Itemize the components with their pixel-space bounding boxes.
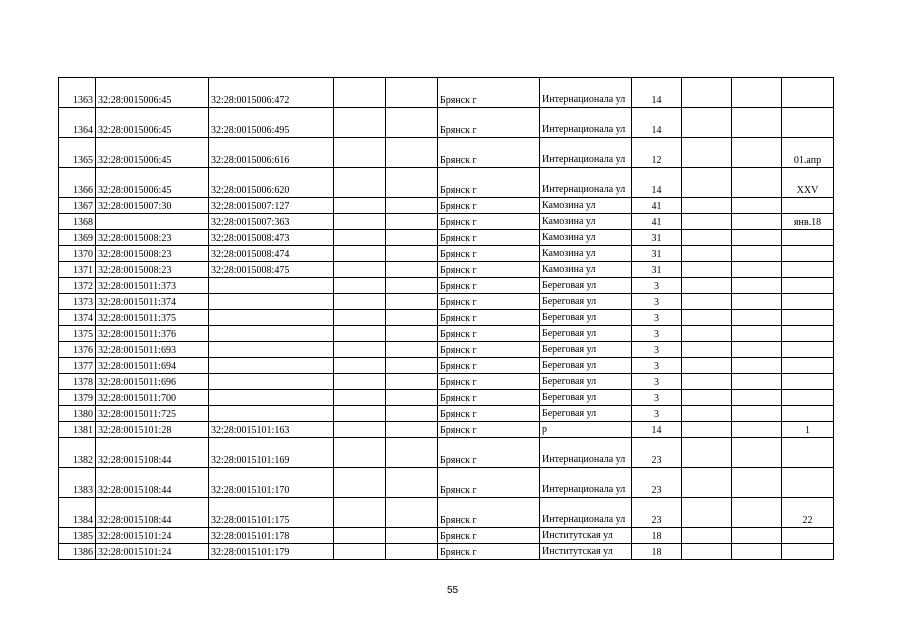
cell-column-9	[682, 262, 732, 278]
cell-column-5	[386, 438, 438, 468]
cell-column-9	[682, 294, 732, 310]
cell-column-4	[334, 422, 386, 438]
cell-object-cadastral-number: 32:28:0015006:616	[209, 138, 334, 168]
cell-column-9	[682, 358, 732, 374]
table-row	[59, 310, 834, 326]
cell-house-number: 31	[632, 262, 682, 278]
cell-street: Береговая ул	[540, 326, 632, 342]
cell-object-cadastral-number	[209, 294, 334, 310]
cell-object-cadastral-number: 32:28:0015101:179	[209, 544, 334, 560]
cell-column-9	[682, 278, 732, 294]
table-row	[59, 498, 834, 528]
cell-object-cadastral-number	[209, 326, 334, 342]
table-row	[59, 246, 834, 262]
table-row	[59, 468, 834, 498]
cell-street: Береговая ул	[540, 358, 632, 374]
cell-column-5	[386, 528, 438, 544]
cell-object-cadastral-number: 32:28:0015007:127	[209, 198, 334, 214]
cell-column-11	[782, 78, 834, 108]
table-row	[59, 342, 834, 358]
cell-column-9	[682, 198, 732, 214]
table-row	[59, 390, 834, 406]
cell-column-5	[386, 390, 438, 406]
cell-column-10	[732, 438, 782, 468]
cell-column-9	[682, 246, 732, 262]
cell-column-11	[782, 326, 834, 342]
cell-house-number: 23	[632, 498, 682, 528]
cell-column-9	[682, 108, 732, 138]
cell-city: Брянск г	[438, 438, 540, 468]
cell-column-10	[732, 310, 782, 326]
cell-column-11	[782, 310, 834, 326]
cell-column-10	[732, 262, 782, 278]
cell-column-11	[782, 262, 834, 278]
cell-column-4	[334, 528, 386, 544]
cell-column-4	[334, 198, 386, 214]
cell-column-10	[732, 278, 782, 294]
cell-cadastral-number: 32:28:0015011:376	[96, 326, 209, 342]
cell-row-number: 1374	[59, 310, 96, 326]
cell-city: Брянск г	[438, 374, 540, 390]
table-row	[59, 214, 834, 230]
cell-house-number: 14	[632, 78, 682, 108]
cell-column-9	[682, 168, 732, 198]
cell-street: Камозина ул	[540, 198, 632, 214]
cell-column-4	[334, 326, 386, 342]
cell-cadastral-number: 32:28:0015007:30	[96, 198, 209, 214]
table-row	[59, 326, 834, 342]
cell-column-11	[782, 438, 834, 468]
cell-column-10	[732, 246, 782, 262]
table-row	[59, 374, 834, 390]
cell-column-9	[682, 528, 732, 544]
cell-column-4	[334, 498, 386, 528]
cell-cadastral-number: 32:28:0015008:23	[96, 230, 209, 246]
cell-column-4	[334, 406, 386, 422]
cell-column-11	[782, 374, 834, 390]
cell-column-4	[334, 214, 386, 230]
cell-column-11: 1	[782, 422, 834, 438]
cell-column-11	[782, 390, 834, 406]
cell-house-number: 18	[632, 544, 682, 560]
cell-object-cadastral-number: 32:28:0015008:473	[209, 230, 334, 246]
cell-column-9	[682, 438, 732, 468]
table-row	[59, 278, 834, 294]
cell-street: Камозина ул	[540, 214, 632, 230]
cell-object-cadastral-number: 32:28:0015101:178	[209, 528, 334, 544]
cell-row-number: 1364	[59, 108, 96, 138]
cell-row-number: 1363	[59, 78, 96, 108]
cell-column-5	[386, 168, 438, 198]
cell-column-11	[782, 246, 834, 262]
cell-object-cadastral-number	[209, 310, 334, 326]
cell-row-number: 1367	[59, 198, 96, 214]
cell-city: Брянск г	[438, 262, 540, 278]
cell-house-number: 31	[632, 230, 682, 246]
table-row	[59, 78, 834, 108]
cell-street: Камозина ул	[540, 230, 632, 246]
cell-street: Камозина ул	[540, 262, 632, 278]
cell-house-number: 3	[632, 310, 682, 326]
cell-column-5	[386, 294, 438, 310]
table-row	[59, 358, 834, 374]
cell-row-number: 1371	[59, 262, 96, 278]
cell-column-5	[386, 138, 438, 168]
cell-column-4	[334, 262, 386, 278]
cell-column-9	[682, 78, 732, 108]
cell-object-cadastral-number	[209, 358, 334, 374]
cell-column-11: 22	[782, 498, 834, 528]
cell-object-cadastral-number: 32:28:0015101:170	[209, 468, 334, 498]
cell-city: Брянск г	[438, 326, 540, 342]
cell-street: Интернационала ул	[540, 468, 632, 498]
cell-city: Брянск г	[438, 108, 540, 138]
cell-object-cadastral-number	[209, 278, 334, 294]
cell-city: Брянск г	[438, 246, 540, 262]
cell-street: Интернационала ул	[540, 138, 632, 168]
cell-column-11	[782, 358, 834, 374]
cell-house-number: 18	[632, 528, 682, 544]
cell-column-10	[732, 358, 782, 374]
cell-column-11	[782, 198, 834, 214]
cell-column-11: XXV	[782, 168, 834, 198]
cell-column-10	[732, 78, 782, 108]
cell-column-10	[732, 198, 782, 214]
cell-cadastral-number: 32:28:0015006:45	[96, 78, 209, 108]
cell-column-9	[682, 374, 732, 390]
cell-row-number: 1370	[59, 246, 96, 262]
cell-column-10	[732, 544, 782, 560]
cell-column-5	[386, 78, 438, 108]
cell-column-9	[682, 406, 732, 422]
cell-cadastral-number: 32:28:0015108:44	[96, 438, 209, 468]
cell-cadastral-number: 32:28:0015011:694	[96, 358, 209, 374]
cell-house-number: 12	[632, 138, 682, 168]
cell-cadastral-number: 32:28:0015006:45	[96, 138, 209, 168]
cell-row-number: 1376	[59, 342, 96, 358]
cell-column-5	[386, 498, 438, 528]
cell-column-4	[334, 374, 386, 390]
cell-column-5	[386, 214, 438, 230]
cell-column-9	[682, 498, 732, 528]
cell-column-11	[782, 528, 834, 544]
register-table-body	[59, 78, 834, 560]
cell-object-cadastral-number	[209, 390, 334, 406]
cell-column-9	[682, 422, 732, 438]
cell-house-number: 23	[632, 468, 682, 498]
cell-street: Институтская ул	[540, 544, 632, 560]
cell-house-number: 3	[632, 358, 682, 374]
cell-column-5	[386, 358, 438, 374]
cell-column-10	[732, 406, 782, 422]
cell-object-cadastral-number: 32:28:0015008:474	[209, 246, 334, 262]
cell-house-number: 41	[632, 198, 682, 214]
cell-street: Интернационала ул	[540, 108, 632, 138]
cell-column-10	[732, 214, 782, 230]
cell-city: Брянск г	[438, 138, 540, 168]
cell-column-9	[682, 326, 732, 342]
cell-cadastral-number	[96, 214, 209, 230]
cell-city: Брянск г	[438, 294, 540, 310]
cell-cadastral-number: 32:28:0015006:45	[96, 108, 209, 138]
cell-column-4	[334, 390, 386, 406]
cell-column-9	[682, 230, 732, 246]
cell-street: Институтская ул	[540, 528, 632, 544]
cell-column-9	[682, 468, 732, 498]
cell-object-cadastral-number: 32:28:0015101:163	[209, 422, 334, 438]
cell-object-cadastral-number: 32:28:0015006:495	[209, 108, 334, 138]
cell-column-9	[682, 544, 732, 560]
cell-column-10	[732, 294, 782, 310]
cell-row-number: 1366	[59, 168, 96, 198]
cell-column-4	[334, 294, 386, 310]
table-row	[59, 422, 834, 438]
cell-house-number: 41	[632, 214, 682, 230]
cell-cadastral-number: 32:28:0015011:375	[96, 310, 209, 326]
cell-column-10	[732, 468, 782, 498]
table-row	[59, 544, 834, 560]
cell-city: Брянск г	[438, 498, 540, 528]
cell-row-number: 1375	[59, 326, 96, 342]
cell-street: Береговая ул	[540, 278, 632, 294]
cell-cadastral-number: 32:28:0015011:693	[96, 342, 209, 358]
cell-column-5	[386, 278, 438, 294]
table-row	[59, 168, 834, 198]
cell-column-9	[682, 138, 732, 168]
table-row	[59, 198, 834, 214]
cell-cadastral-number: 32:28:0015108:44	[96, 498, 209, 528]
cell-cadastral-number: 32:28:0015006:45	[96, 168, 209, 198]
cell-cadastral-number: 32:28:0015008:23	[96, 246, 209, 262]
cell-house-number: 3	[632, 342, 682, 358]
cell-row-number: 1385	[59, 528, 96, 544]
cell-object-cadastral-number: 32:28:0015008:475	[209, 262, 334, 278]
table-row	[59, 438, 834, 468]
cell-column-11	[782, 406, 834, 422]
cell-cadastral-number: 32:28:0015101:28	[96, 422, 209, 438]
cell-column-5	[386, 262, 438, 278]
register-table	[58, 77, 834, 560]
cell-column-5	[386, 422, 438, 438]
cell-city: Брянск г	[438, 528, 540, 544]
cell-column-5	[386, 544, 438, 560]
page-number: 55	[446, 585, 459, 596]
cell-street: Береговая ул	[540, 390, 632, 406]
cell-object-cadastral-number	[209, 374, 334, 390]
cell-column-4	[334, 310, 386, 326]
cell-column-10	[732, 342, 782, 358]
cell-column-5	[386, 374, 438, 390]
cell-column-5	[386, 406, 438, 422]
cell-column-9	[682, 342, 732, 358]
cell-street: р	[540, 422, 632, 438]
table-row	[59, 262, 834, 278]
cell-house-number: 3	[632, 374, 682, 390]
cell-column-4	[334, 138, 386, 168]
table-row	[59, 294, 834, 310]
cell-column-11	[782, 230, 834, 246]
cell-cadastral-number: 32:28:0015011:373	[96, 278, 209, 294]
cell-street: Интернационала ул	[540, 78, 632, 108]
cell-city: Брянск г	[438, 390, 540, 406]
cell-column-10	[732, 168, 782, 198]
cell-object-cadastral-number: 32:28:0015006:620	[209, 168, 334, 198]
cell-city: Брянск г	[438, 468, 540, 498]
cell-cadastral-number: 32:28:0015011:725	[96, 406, 209, 422]
cell-object-cadastral-number	[209, 406, 334, 422]
cell-column-5	[386, 310, 438, 326]
cell-column-4	[334, 278, 386, 294]
cell-house-number: 23	[632, 438, 682, 468]
cell-city: Брянск г	[438, 406, 540, 422]
cell-street: Береговая ул	[540, 406, 632, 422]
cell-house-number: 31	[632, 246, 682, 262]
cell-cadastral-number: 32:28:0015008:23	[96, 262, 209, 278]
cell-column-5	[386, 230, 438, 246]
cell-object-cadastral-number: 32:28:0015006:472	[209, 78, 334, 108]
cell-cadastral-number: 32:28:0015108:44	[96, 468, 209, 498]
cell-cadastral-number: 32:28:0015011:374	[96, 294, 209, 310]
cell-row-number: 1383	[59, 468, 96, 498]
cell-column-5	[386, 108, 438, 138]
cell-row-number: 1382	[59, 438, 96, 468]
cell-row-number: 1381	[59, 422, 96, 438]
cell-house-number: 3	[632, 406, 682, 422]
cell-column-4	[334, 108, 386, 138]
cell-street: Береговая ул	[540, 310, 632, 326]
cell-object-cadastral-number: 32:28:0015101:175	[209, 498, 334, 528]
cell-street: Береговая ул	[540, 294, 632, 310]
table-row	[59, 138, 834, 168]
cell-row-number: 1372	[59, 278, 96, 294]
table-row	[59, 230, 834, 246]
cell-row-number: 1380	[59, 406, 96, 422]
cell-house-number: 3	[632, 294, 682, 310]
cell-column-4	[334, 468, 386, 498]
cell-object-cadastral-number: 32:28:0015101:169	[209, 438, 334, 468]
cell-cadastral-number: 32:28:0015101:24	[96, 528, 209, 544]
cell-cadastral-number: 32:28:0015101:24	[96, 544, 209, 560]
cell-column-5	[386, 326, 438, 342]
cell-column-4	[334, 544, 386, 560]
cell-city: Брянск г	[438, 342, 540, 358]
cell-column-5	[386, 198, 438, 214]
cell-column-5	[386, 246, 438, 262]
cell-column-9	[682, 214, 732, 230]
cell-column-10	[732, 108, 782, 138]
cell-row-number: 1365	[59, 138, 96, 168]
cell-city: Брянск г	[438, 230, 540, 246]
cell-column-10	[732, 498, 782, 528]
cell-column-10	[732, 138, 782, 168]
cell-row-number: 1378	[59, 374, 96, 390]
cell-column-10	[732, 230, 782, 246]
cell-column-10	[732, 422, 782, 438]
cell-city: Брянск г	[438, 544, 540, 560]
cell-column-4	[334, 230, 386, 246]
cell-object-cadastral-number: 32:28:0015007:363	[209, 214, 334, 230]
cell-city: Брянск г	[438, 358, 540, 374]
cell-column-5	[386, 468, 438, 498]
cell-cadastral-number: 32:28:0015011:700	[96, 390, 209, 406]
cell-city: Брянск г	[438, 78, 540, 108]
cell-city: Брянск г	[438, 422, 540, 438]
cell-column-10	[732, 528, 782, 544]
cell-column-10	[732, 326, 782, 342]
cell-column-11	[782, 544, 834, 560]
cell-column-4	[334, 246, 386, 262]
cell-column-9	[682, 390, 732, 406]
cell-row-number: 1377	[59, 358, 96, 374]
cell-row-number: 1384	[59, 498, 96, 528]
cell-row-number: 1386	[59, 544, 96, 560]
cell-row-number: 1379	[59, 390, 96, 406]
cell-column-11	[782, 342, 834, 358]
cell-column-4	[334, 78, 386, 108]
table-row	[59, 108, 834, 138]
table-row	[59, 528, 834, 544]
cell-column-11	[782, 278, 834, 294]
cell-cadastral-number: 32:28:0015011:696	[96, 374, 209, 390]
cell-column-4	[334, 168, 386, 198]
cell-city: Брянск г	[438, 278, 540, 294]
cell-street: Береговая ул	[540, 342, 632, 358]
cell-city: Брянск г	[438, 198, 540, 214]
cell-column-11: 01.апр	[782, 138, 834, 168]
cell-street: Береговая ул	[540, 374, 632, 390]
cell-city: Брянск г	[438, 214, 540, 230]
cell-house-number: 14	[632, 168, 682, 198]
cell-column-10	[732, 390, 782, 406]
cell-house-number: 3	[632, 390, 682, 406]
cell-house-number: 14	[632, 422, 682, 438]
cell-house-number: 14	[632, 108, 682, 138]
cell-street: Интернационала ул	[540, 438, 632, 468]
cell-street: Камозина ул	[540, 246, 632, 262]
cell-column-11	[782, 468, 834, 498]
cell-row-number: 1368	[59, 214, 96, 230]
cell-street: Интернационала ул	[540, 498, 632, 528]
cell-column-4	[334, 342, 386, 358]
cell-column-11	[782, 108, 834, 138]
cell-column-4	[334, 438, 386, 468]
cell-column-11	[782, 294, 834, 310]
cell-column-5	[386, 342, 438, 358]
cell-column-10	[732, 374, 782, 390]
cell-object-cadastral-number	[209, 342, 334, 358]
cell-column-11: янв.18	[782, 214, 834, 230]
cell-house-number: 3	[632, 326, 682, 342]
cell-column-4	[334, 358, 386, 374]
cell-street: Интернационала ул	[540, 168, 632, 198]
table-row	[59, 406, 834, 422]
cell-row-number: 1369	[59, 230, 96, 246]
cell-city: Брянск г	[438, 310, 540, 326]
cell-column-9	[682, 310, 732, 326]
cell-house-number: 3	[632, 278, 682, 294]
cell-city: Брянск г	[438, 168, 540, 198]
cell-row-number: 1373	[59, 294, 96, 310]
